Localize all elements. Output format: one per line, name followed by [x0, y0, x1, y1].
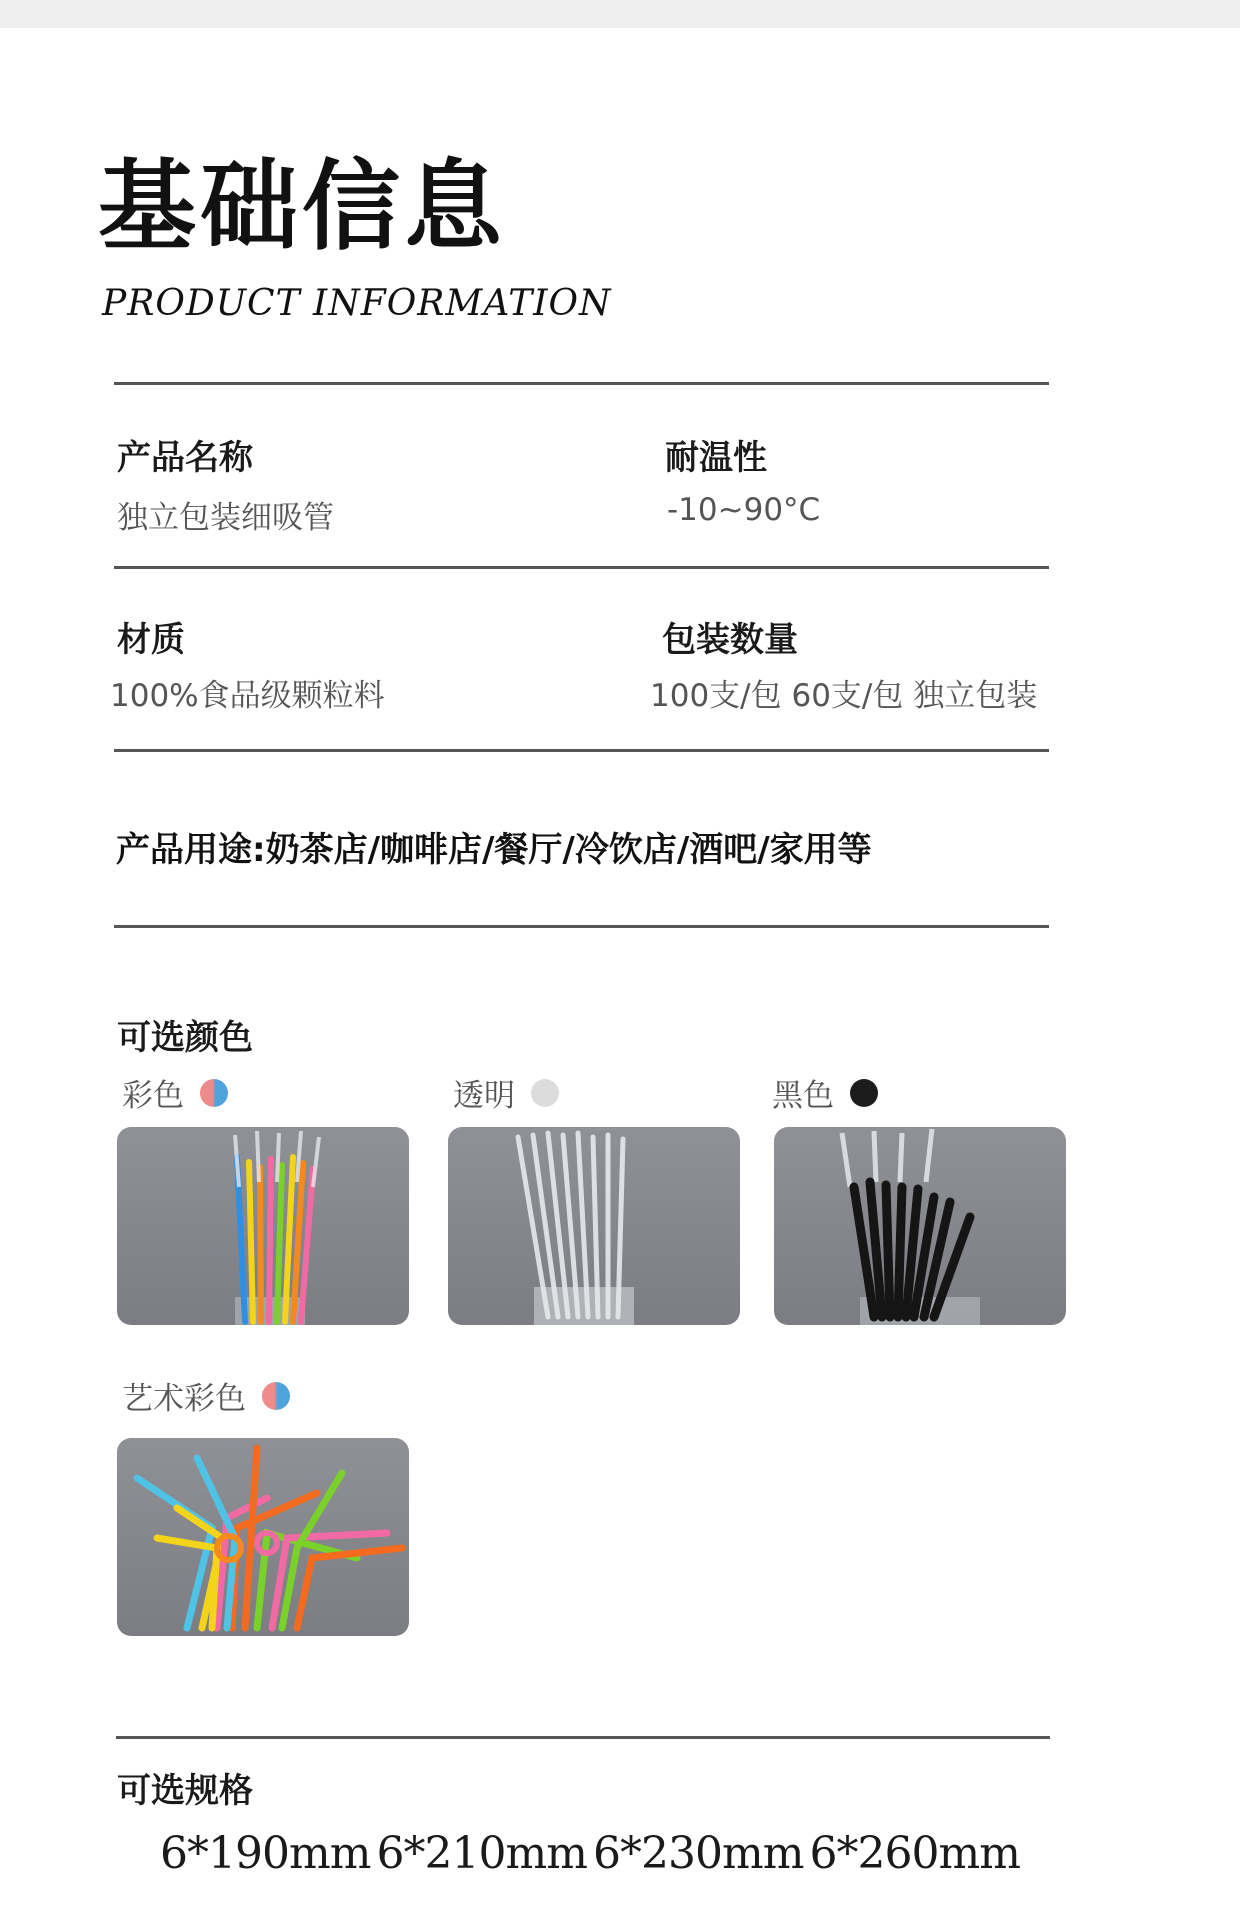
divider	[114, 566, 1049, 569]
color-option-art-colorful[interactable]	[122, 1373, 290, 1418]
info-value-name: 独立包装细吸管	[117, 500, 334, 536]
colors-title: 可选颜色	[117, 1018, 253, 1058]
colorful-straws-image[interactable]	[117, 1127, 409, 1325]
info-value-temperature: -10~90°C	[667, 492, 821, 528]
usage-text: 产品用途:奶茶店/咖啡店/餐厅/冷饮店/酒吧/家用等	[116, 830, 872, 870]
clear-straws-illustration	[448, 1127, 740, 1325]
colorful-straws-illustration	[117, 1127, 409, 1325]
art-colorful-straws-illustration	[117, 1438, 409, 1636]
color-option-black[interactable]	[772, 1070, 878, 1115]
color-option-colorful[interactable]	[122, 1070, 228, 1115]
color-option-clear[interactable]	[453, 1070, 559, 1115]
clear-swatch-icon	[531, 1079, 559, 1107]
info-value-material: 100%食品级颗粒料	[110, 678, 385, 714]
spec-option[interactable]: 6*190mm	[160, 1828, 371, 1879]
color-option-label: 艺术彩色	[122, 1381, 246, 1417]
page-title: 基础信息	[98, 150, 507, 264]
rainbow-swatch-icon	[200, 1079, 228, 1107]
info-label-temperature: 耐温性	[665, 438, 767, 478]
spec-options	[160, 1828, 1020, 1879]
color-option-label: 黑色	[772, 1078, 834, 1114]
color-option-label: 透明	[453, 1078, 515, 1114]
page-subtitle: PRODUCT INFORMATION	[102, 283, 612, 324]
divider	[116, 1736, 1050, 1739]
black-straws-image[interactable]	[774, 1127, 1066, 1325]
art-colorful-straws-image[interactable]	[117, 1438, 409, 1636]
info-label-material: 材质	[117, 620, 185, 660]
black-swatch-icon	[850, 1079, 878, 1107]
info-label-package: 包装数量	[662, 620, 798, 660]
info-label-name: 产品名称	[117, 438, 253, 478]
divider	[114, 749, 1049, 752]
black-straws-illustration	[774, 1127, 1066, 1325]
rainbow-swatch-icon	[262, 1382, 290, 1410]
divider	[114, 925, 1049, 928]
spec-option[interactable]: 6*210mm	[376, 1828, 587, 1879]
top-bar	[0, 0, 1240, 28]
spec-option[interactable]: 6*260mm	[809, 1828, 1020, 1879]
divider	[114, 382, 1049, 385]
specs-title: 可选规格	[117, 1771, 253, 1811]
clear-straws-image[interactable]	[448, 1127, 740, 1325]
info-value-package: 100支/包 60支/包 独立包装	[650, 678, 1038, 714]
color-option-label: 彩色	[122, 1078, 184, 1114]
spec-option[interactable]: 6*230mm	[593, 1828, 804, 1879]
